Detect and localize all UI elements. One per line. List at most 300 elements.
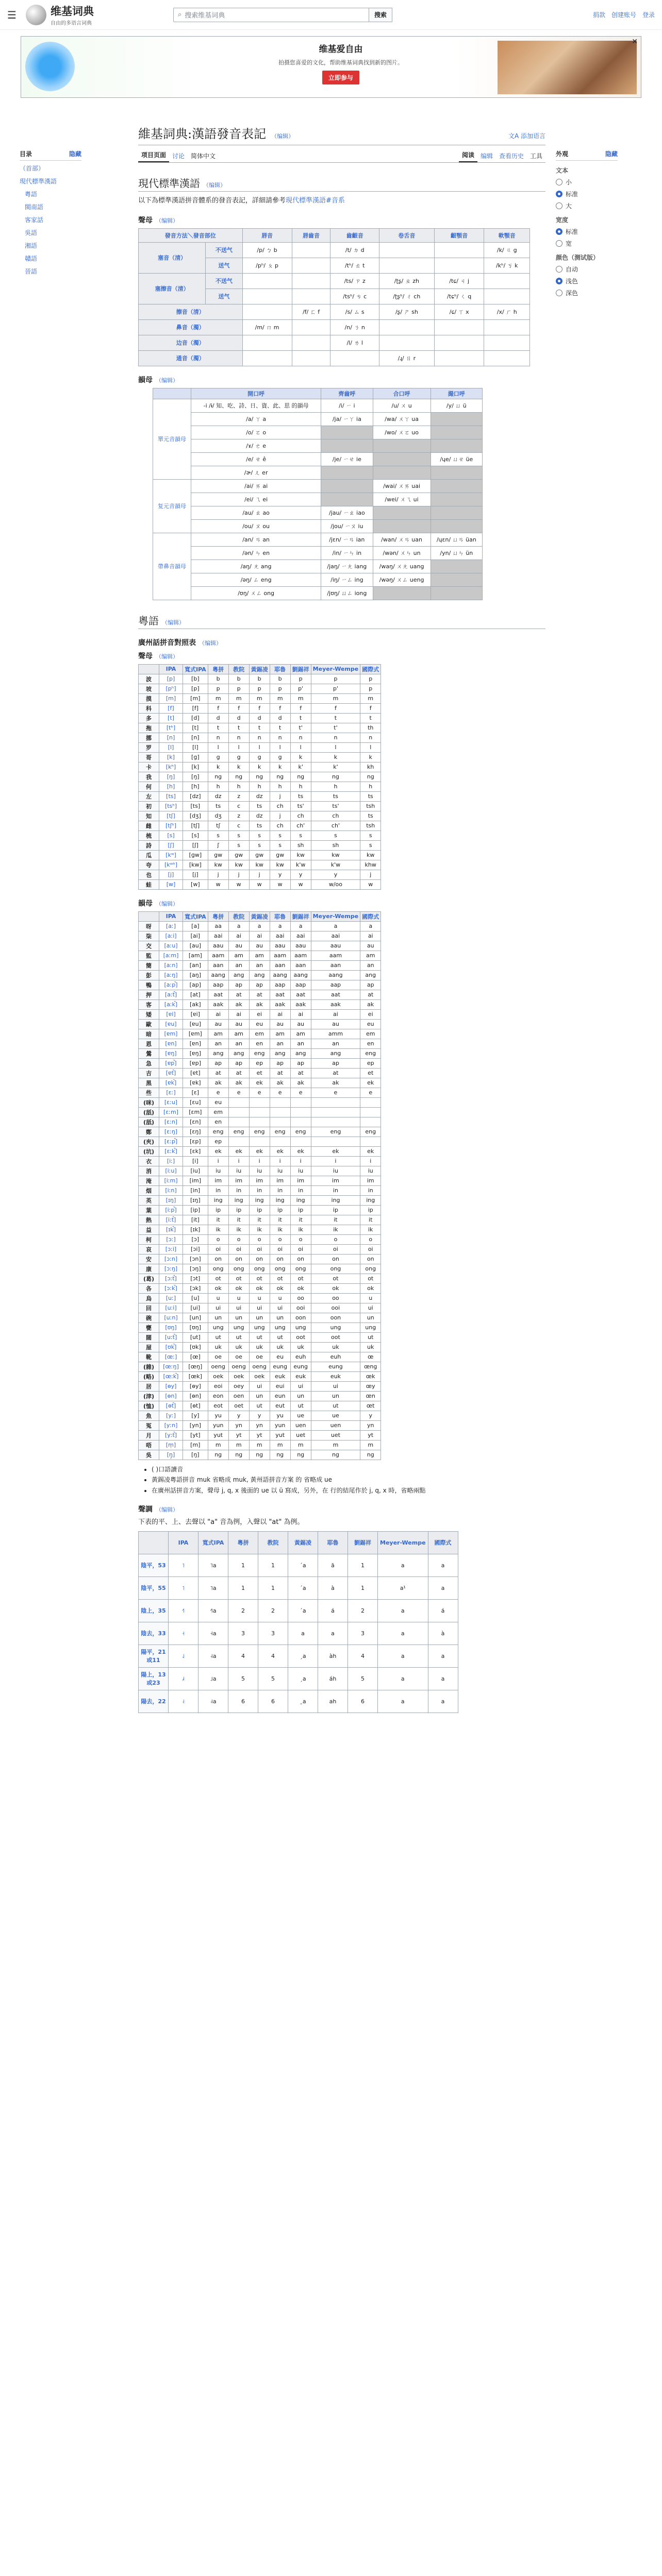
- create-account-link[interactable]: 创建账号: [611, 11, 636, 19]
- table-cell: f: [360, 703, 381, 713]
- table-row: [139, 742, 381, 752]
- table-cell: am: [249, 951, 270, 960]
- table-cell: ai: [360, 931, 381, 941]
- table-cell: 各: [139, 1283, 159, 1293]
- main-content: [138, 124, 545, 1713]
- table-cell: in: [228, 1185, 249, 1195]
- toc-item[interactable]: 贛語: [25, 255, 38, 262]
- table-cell: á: [318, 1599, 348, 1622]
- table-row: [139, 693, 381, 703]
- table-cell: uk: [249, 1342, 270, 1352]
- table-cell: w: [249, 879, 270, 889]
- table-cell: àh: [318, 1645, 348, 1667]
- table-row: [139, 350, 530, 366]
- banner-button[interactable]: 立即参与: [322, 71, 359, 84]
- table-cell: ng: [208, 1450, 228, 1460]
- table-cell: 熱: [139, 1215, 159, 1225]
- table-cell: [ɔːi]: [159, 1244, 183, 1254]
- table-cell: ip: [249, 1205, 270, 1215]
- table-cell: sh: [311, 840, 360, 850]
- table-cell: ang: [228, 970, 249, 980]
- table-header: 粵拼: [208, 664, 228, 674]
- table-row: [139, 1323, 381, 1332]
- table-cell: (咪): [139, 1097, 159, 1107]
- table-cell: ts: [249, 821, 270, 831]
- table-cell: [iːt̚]: [159, 1215, 183, 1225]
- final-cell: [431, 506, 482, 519]
- text-standard-option[interactable]: 标准: [556, 190, 618, 198]
- table-cell: ˨a: [198, 1645, 228, 1667]
- table-cell: aam: [311, 951, 360, 960]
- table-cell: ot: [270, 1274, 290, 1283]
- table-cell: 夸: [139, 860, 159, 870]
- toc-item[interactable]: 閩南語: [25, 204, 44, 211]
- cantonese-sub-edit-link[interactable]: （编辑）: [199, 639, 222, 647]
- table-cell: at: [270, 1068, 290, 1078]
- aspiration-label: 送气: [206, 289, 242, 304]
- table-cell: 1: [348, 1577, 378, 1599]
- login-link[interactable]: 登录: [642, 11, 655, 19]
- table-cell: ut: [290, 1401, 311, 1411]
- table-cell: s: [270, 840, 290, 850]
- table-cell: [ɵt]: [183, 1401, 208, 1411]
- table-cell: 碗: [139, 1313, 159, 1323]
- table-row: [139, 684, 381, 693]
- table-row: [139, 1283, 381, 1293]
- table-cell: ˩˧: [169, 1667, 198, 1690]
- table-cell: ang: [360, 970, 381, 980]
- aspiration-label: 不送气: [206, 242, 242, 258]
- table-header: 唇齒音: [292, 228, 330, 242]
- table-cell: kh: [360, 762, 381, 772]
- table-cell: eung: [270, 1362, 290, 1371]
- table-cell: tsh: [360, 821, 381, 831]
- table-cell: [228, 1117, 249, 1127]
- row-group-label: 擦音（清）: [139, 304, 243, 319]
- toc-item[interactable]: 現代標準漢語: [20, 178, 57, 185]
- table-cell: ng: [360, 772, 381, 782]
- table-header: 國際式: [428, 1531, 458, 1554]
- table-cell: s: [311, 831, 360, 840]
- table-row: [139, 762, 381, 772]
- table-row: [139, 1599, 458, 1622]
- table-cell: ep: [360, 1058, 381, 1068]
- table-cell: 唔: [139, 1440, 159, 1450]
- table-cell: ok: [249, 1283, 270, 1293]
- final-cell: /ei/ ㄟ ei: [191, 493, 321, 506]
- table-cell: ek: [360, 1078, 381, 1088]
- table-cell: (葛): [139, 1274, 159, 1283]
- initials-edit-link[interactable]: （编辑）: [156, 217, 178, 224]
- table-cell: oet: [228, 1401, 249, 1411]
- table-cell: ts: [311, 791, 360, 801]
- site-subtitle: 自由的多语言词典: [51, 21, 92, 26]
- table-cell: 5: [228, 1667, 258, 1690]
- table-cell: [uːn]: [159, 1313, 183, 1323]
- phoneme-cell: [434, 242, 484, 258]
- table-cell: [249, 1097, 270, 1107]
- table-cell: eui: [270, 1381, 290, 1391]
- table-cell: tsh: [360, 801, 381, 811]
- width-standard-option[interactable]: 标准: [556, 227, 618, 236]
- table-cell: au: [249, 941, 270, 951]
- table-cell: j: [360, 870, 381, 879]
- table-cell: 押: [139, 990, 159, 999]
- yue-tones-edit-link[interactable]: （编辑）: [156, 1506, 178, 1513]
- table-cell: o: [208, 1234, 228, 1244]
- tab-talk[interactable]: 讨论: [172, 152, 185, 160]
- table-cell: [311, 1097, 360, 1107]
- table-cell: [311, 1137, 360, 1146]
- table-cell: 3: [258, 1622, 288, 1645]
- table-cell: [aːt̚]: [159, 990, 183, 999]
- toc-item[interactable]: （首部）: [20, 165, 45, 172]
- text-large-option[interactable]: 大: [556, 201, 618, 210]
- color-auto-option[interactable]: 自动: [556, 265, 618, 274]
- table-cell: l: [208, 742, 228, 752]
- table-cell: eung: [311, 1362, 360, 1371]
- table-cell: 消: [139, 1166, 159, 1176]
- table-cell: [ɐŋ]: [183, 1048, 208, 1058]
- table-cell: ak: [290, 1078, 311, 1088]
- table-cell: am: [228, 1029, 249, 1039]
- table-cell: l: [228, 742, 249, 752]
- table-cell: 3: [348, 1622, 378, 1645]
- table-cell: gw: [249, 850, 270, 860]
- initials-heading: 聲母: [138, 216, 153, 225]
- table-cell: im: [290, 1176, 311, 1185]
- table-cell: ut: [208, 1332, 228, 1342]
- table-cell: [n]: [159, 733, 183, 742]
- table-cell: ong: [270, 1264, 290, 1274]
- finals-edit-link[interactable]: （编辑）: [156, 377, 178, 384]
- final-cell: /iŋ/ ㄧㄥ ing: [321, 573, 373, 586]
- phoneme-cell: [292, 258, 330, 273]
- table-row: [139, 1274, 381, 1283]
- banner-desc: 拍摄您喜爱的文化，帮助维基词典找到新的图片。: [278, 59, 403, 66]
- table-cell: oo: [311, 1293, 360, 1303]
- table-cell: e: [360, 1088, 381, 1097]
- table-cell: t: [290, 713, 311, 723]
- table-cell: ai: [249, 931, 270, 941]
- table-cell: [ɛːn]: [159, 1117, 183, 1127]
- table-cell: kw: [290, 850, 311, 860]
- table-cell: a: [378, 1622, 428, 1645]
- row-group-label: 边音（濁）: [139, 335, 243, 350]
- table-cell: ut: [249, 1401, 270, 1411]
- table-cell: [ɐm]: [183, 1029, 208, 1039]
- table-cell: u: [360, 1293, 381, 1303]
- table-cell: iu: [228, 1166, 249, 1176]
- table-row: [139, 1156, 381, 1166]
- table-cell: [ʃ]: [159, 840, 183, 850]
- row-group-label: 通音（濁）: [139, 350, 243, 366]
- table-cell: oi: [208, 1244, 228, 1254]
- mandarin-initials-table: [138, 228, 530, 366]
- table-cell: [ʊk̚]: [159, 1342, 183, 1352]
- table-cell: yut: [270, 1430, 290, 1440]
- table-row: [139, 1645, 458, 1667]
- table-cell: [290, 1107, 311, 1117]
- table-cell: [j]: [159, 870, 183, 879]
- color-light-option[interactable]: 浅色: [556, 277, 618, 285]
- table-cell: ˧: [169, 1622, 198, 1645]
- table-cell: [ɐn]: [159, 1039, 183, 1048]
- phoneme-cell: /l/ ㄌ l: [330, 335, 379, 350]
- toc-item[interactable]: 湘語: [25, 242, 38, 249]
- table-cell: b: [249, 674, 270, 684]
- table-row: [153, 479, 483, 493]
- table-cell: ak: [208, 1078, 228, 1088]
- table-cell: ot: [290, 1274, 311, 1283]
- table-cell: an: [311, 1039, 360, 1048]
- table-cell: aang: [290, 970, 311, 980]
- toc-item[interactable]: 客家話: [25, 216, 44, 224]
- table-cell: [ɔː]: [159, 1234, 183, 1244]
- table-header: IPA: [159, 664, 183, 674]
- table-cell: aat: [290, 990, 311, 999]
- table-cell: s: [208, 831, 228, 840]
- table-cell: œk: [360, 1371, 381, 1381]
- table-cell: uen: [311, 1420, 360, 1430]
- table-cell: f: [270, 703, 290, 713]
- table-cell: d: [228, 713, 249, 723]
- table-cell: eut: [270, 1401, 290, 1411]
- table-cell: e: [270, 1088, 290, 1097]
- table-cell: ˧˥a: [198, 1599, 228, 1622]
- table-cell: [ɛŋ]: [183, 1127, 208, 1137]
- table-cell: ek: [228, 1146, 249, 1156]
- table-cell: t: [311, 713, 360, 723]
- table-cell: t': [290, 723, 311, 733]
- table-cell: iu: [360, 1166, 381, 1176]
- user-links: [593, 10, 655, 19]
- text-small-option[interactable]: 小: [556, 178, 618, 187]
- table-cell: (恤): [139, 1401, 159, 1411]
- note-item: • ( )口語讀音: [152, 1464, 545, 1475]
- table-cell: aau: [208, 941, 228, 951]
- table-cell: im: [208, 1176, 228, 1185]
- table-cell: aap: [208, 980, 228, 990]
- menu-icon[interactable]: ☰: [7, 8, 16, 21]
- toc-hide-button[interactable]: 隐藏: [69, 150, 81, 158]
- table-cell: 鴨: [139, 980, 159, 990]
- final-cell: /wan/ ㄨㄢ uan: [373, 533, 431, 546]
- final-cell: [431, 439, 482, 452]
- table-row: [139, 1097, 381, 1107]
- table-cell: ts: [290, 791, 311, 801]
- donate-link[interactable]: 捐款: [592, 11, 605, 19]
- table-cell: w: [290, 879, 311, 889]
- table-row: [139, 772, 381, 782]
- table-cell: uk: [311, 1342, 360, 1352]
- table-header: 黃錫凌: [288, 1531, 318, 1554]
- table-cell: oey: [228, 1381, 249, 1391]
- table-row: [139, 1430, 381, 1440]
- table-cell: on: [208, 1254, 228, 1264]
- table-cell: ang: [249, 970, 270, 980]
- table-cell: 屋: [139, 1342, 159, 1352]
- final-cell: [321, 439, 373, 452]
- row-group-label: 鼻音（濁）: [139, 319, 243, 335]
- yue-initials-edit-link[interactable]: （编辑）: [156, 653, 178, 660]
- table-cell: eng: [290, 1127, 311, 1137]
- phoneme-cell: [434, 258, 484, 273]
- table-cell: [ŋ]: [183, 772, 208, 782]
- table-cell: 暗: [139, 1029, 159, 1039]
- table-row: [139, 791, 381, 801]
- title-edit-link[interactable]: （编辑）: [271, 133, 294, 140]
- table-cell: [ak]: [183, 999, 208, 1009]
- table-cell: ing: [249, 1195, 270, 1205]
- table-cell: ˥a: [198, 1577, 228, 1599]
- table-cell: au: [270, 1019, 290, 1029]
- table-cell: e: [228, 1088, 249, 1097]
- toc-item[interactable]: 晉語: [25, 268, 38, 275]
- table-cell: ok: [290, 1283, 311, 1293]
- search-button[interactable]: 搜索: [369, 8, 392, 22]
- table-cell: ā: [318, 1554, 348, 1577]
- table-row: [153, 439, 483, 452]
- table-cell: [ɔːn]: [159, 1254, 183, 1264]
- table-cell: un: [290, 1391, 311, 1401]
- table-cell: 黑: [139, 1078, 159, 1088]
- table-cell: ng: [311, 1450, 360, 1460]
- final-cell: [431, 479, 482, 493]
- close-icon[interactable]: ✕: [632, 38, 638, 46]
- table-cell: s: [360, 840, 381, 850]
- table-header: Meyer-Wempe: [378, 1531, 428, 1554]
- table-cell: au: [311, 1019, 360, 1029]
- table-cell: [kʰ]: [159, 762, 183, 772]
- width-label: 宽度: [556, 216, 569, 224]
- appearance-hide-button[interactable]: 隐藏: [605, 150, 618, 158]
- table-cell: ʃ: [208, 840, 228, 850]
- table-cell: k: [311, 752, 360, 762]
- table-cell: ap: [249, 980, 270, 990]
- table-cell: ˏa: [288, 1645, 318, 1667]
- table-cell: uen: [290, 1420, 311, 1430]
- table-cell: ut: [228, 1332, 249, 1342]
- table-cell: [yːn]: [159, 1420, 183, 1430]
- table-cell: 居: [139, 1381, 159, 1391]
- table-cell: m: [311, 1440, 360, 1450]
- table-row: [139, 1234, 381, 1244]
- table-cell: (津): [139, 1391, 159, 1401]
- tone-intro: 下表的平、上、去聲以 "a" 音為例，入聲以 "at" 為例。: [138, 1518, 304, 1526]
- final-cell: /i/ ㄧ i: [321, 399, 373, 412]
- table-cell: eng: [360, 1127, 381, 1137]
- table-cell: ip: [290, 1205, 311, 1215]
- table-cell: oeng: [228, 1362, 249, 1371]
- table-cell: eu: [208, 1097, 228, 1107]
- table-cell: k'w: [311, 860, 360, 870]
- table-cell: ng: [311, 772, 360, 782]
- table-cell: [kʷʰ]: [159, 860, 183, 870]
- table-row: [139, 1293, 381, 1303]
- tab-project-page[interactable]: 项目页面: [138, 148, 169, 162]
- phoneme-cell: [484, 289, 530, 304]
- table-cell: kw: [270, 860, 290, 870]
- search-input[interactable]: ⌕ 搜索维基词典: [173, 8, 369, 22]
- table-cell: iu: [290, 1166, 311, 1176]
- table-header: 唇音: [242, 228, 292, 242]
- table-cell: (坑): [139, 1146, 159, 1156]
- table-cell: em: [360, 1029, 381, 1039]
- color-dark-option[interactable]: 深色: [556, 289, 618, 297]
- table-row: [139, 1352, 381, 1362]
- toc-item[interactable]: 吳語: [25, 229, 38, 236]
- table-cell: n: [249, 733, 270, 742]
- table-cell: y: [270, 870, 290, 879]
- table-cell: [œk]: [183, 1371, 208, 1381]
- tab-variant[interactable]: 简体中文: [191, 152, 216, 160]
- table-cell: [270, 1097, 290, 1107]
- cantonese-edit-link[interactable]: （编辑）: [162, 619, 185, 626]
- table-cell: 陽上，13或23: [139, 1667, 169, 1690]
- table-row: [153, 506, 483, 519]
- toc-item[interactable]: 粵語: [25, 191, 38, 198]
- table-cell: 陰去，33: [139, 1622, 169, 1645]
- yue-finals-edit-link[interactable]: （编辑）: [156, 900, 178, 907]
- table-cell: am: [290, 1029, 311, 1039]
- table-cell: s: [290, 831, 311, 840]
- tab-tools[interactable]: 工具: [529, 152, 542, 160]
- table-cell: oi: [311, 1244, 360, 1254]
- table-cell: eng: [249, 1048, 270, 1058]
- yue-tones-table: [138, 1531, 458, 1713]
- site-logo[interactable]: [26, 3, 170, 26]
- tab-history[interactable]: 查看历史: [499, 152, 524, 160]
- table-cell: ch: [270, 821, 290, 831]
- finals-heading: 韻母: [138, 376, 153, 384]
- add-language-button[interactable]: 文A 添加语言: [508, 132, 545, 140]
- tab-edit[interactable]: 编辑: [480, 152, 493, 160]
- table-cell: h: [228, 782, 249, 791]
- table-cell: 4: [258, 1645, 288, 1667]
- table-cell: ung: [208, 1323, 228, 1332]
- table-cell: 2: [348, 1599, 378, 1622]
- table-cell: [an]: [183, 960, 208, 970]
- table-row: [139, 1440, 381, 1450]
- table-cell: yt: [360, 1430, 381, 1440]
- yue-initials-table: [138, 664, 381, 890]
- table-cell: f: [249, 703, 270, 713]
- table-cell: k: [360, 752, 381, 762]
- table-cell: ik: [228, 1225, 249, 1234]
- table-cell: aap: [311, 980, 360, 990]
- table-row: [139, 1420, 381, 1430]
- table-header: 黃錫凌: [249, 664, 270, 674]
- intro-link[interactable]: 現代標準漢語#音系: [286, 197, 345, 205]
- tab-read[interactable]: 阅读: [459, 148, 477, 162]
- phoneme-cell: /ɻ/ ㄖ r: [379, 350, 434, 366]
- final-cell: /in/ ㄧㄣ in: [321, 546, 373, 560]
- table-cell: 6: [228, 1690, 258, 1713]
- phoneme-cell: [242, 350, 292, 366]
- final-cell: /ja/ ㄧㄚ ia: [321, 412, 373, 426]
- table-cell: kw: [360, 850, 381, 860]
- table-row: [139, 1303, 381, 1313]
- width-wide-option[interactable]: 宽: [556, 239, 618, 248]
- table-cell: gw: [208, 850, 228, 860]
- mandarin-edit-link[interactable]: （编辑）: [203, 182, 226, 189]
- table-cell: œ: [360, 1352, 381, 1362]
- table-cell: eng: [311, 1127, 360, 1137]
- table-cell: ng: [360, 1450, 381, 1460]
- table-cell: 哀: [139, 1244, 159, 1254]
- table-cell: l: [360, 742, 381, 752]
